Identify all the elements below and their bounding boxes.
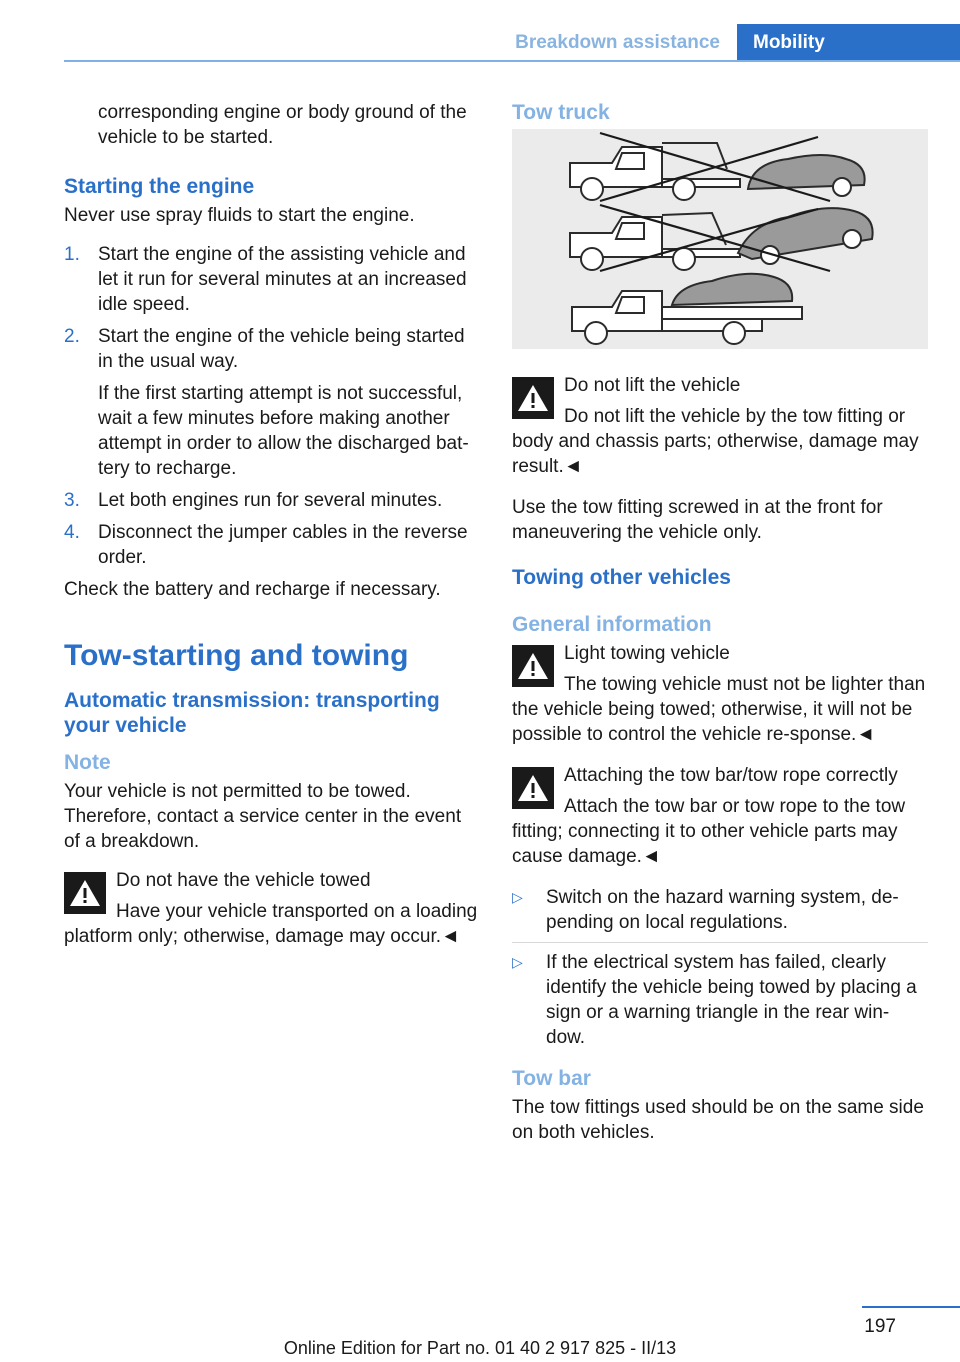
starting-engine-heading: Starting the engine: [64, 175, 255, 198]
warning-title: Do not lift the vehicle: [564, 375, 741, 396]
bullet-text: Switch on the hazard warning system, de‐pending on local regulations.: [546, 887, 899, 933]
step-number: 2.: [64, 326, 80, 347]
right-column: [512, 100, 928, 1159]
tow-fitting-text: Use the tow fitting screwed in at the front for maneuvering the vehicle only.: [512, 497, 883, 543]
warning-triangle-icon: [64, 872, 106, 914]
list-divider: [512, 942, 928, 943]
footer-edition: Online Edition for Part no. 01 40 2 917 825 - II/13: [283, 1338, 677, 1358]
list-item: [64, 242, 480, 317]
warning-body: Have your vehicle transported on a loading platform only; otherwise, damage may occur.◄: [64, 901, 478, 947]
list-item: [512, 950, 928, 1050]
list-item: [64, 324, 480, 481]
header-section-title: Breakdown assistance: [515, 32, 720, 53]
step-text: Disconnect the jumper cables in the reverse order.: [98, 522, 468, 568]
step-subtext: If the first starting attempt is not successful, wait a few minutes before making another attempt in order to allow the discharged bat‐tery to recharge.: [98, 383, 469, 479]
left-column: [64, 100, 480, 965]
step-text: Let both engines run for several minutes.: [98, 490, 443, 511]
header-rule: [64, 60, 960, 62]
tow-truck-diagram-icon: [512, 129, 928, 349]
towing-other-vehicles-heading: Towing other vehicles: [512, 566, 731, 589]
tow-bar-heading: Tow bar: [512, 1067, 591, 1090]
step-number: 3.: [64, 490, 80, 511]
warning-body: Attach the tow bar or tow rope to the tow fitting; connecting it to other vehicle parts may cause damage.◄: [512, 796, 906, 867]
warning-box: [512, 373, 928, 479]
tow-bar-text: The tow fittings used should be on the same side on both vehicles.: [512, 1097, 924, 1143]
check-battery-text: Check the battery and recharge if necessary.: [64, 579, 441, 600]
general-information-heading: General information: [512, 613, 712, 636]
note-heading: Note: [64, 751, 111, 774]
warning-box: [64, 868, 480, 949]
warning-title: Light towing vehicle: [564, 643, 730, 664]
warning-body: Do not lift the vehicle by the tow fitting or body and chassis parts; otherwise, damage may result.◄: [512, 406, 919, 477]
tow-truck-illustration: [512, 129, 928, 349]
tow-truck-heading: Tow truck: [512, 101, 610, 124]
bullet-triangle-icon: ▷: [512, 954, 523, 970]
bullet-text: If the electrical system has failed, clearly identify the vehicle being towed by placing a sign or a warning triangle in the rear win‐dow.: [546, 952, 917, 1048]
warning-title: Do not have the vehicle towed: [116, 870, 371, 891]
footer-rule: [862, 1306, 960, 1308]
warning-body: The towing vehicle must not be lighter than the vehicle being towed; otherwise, it will not be possible to control the vehicle re‐sponse.◄: [512, 674, 926, 745]
list-item: [64, 488, 480, 513]
tow-starting-heading: Tow-starting and towing: [64, 639, 409, 672]
step-text: Start the engine of the assisting vehicle and let it run for several minutes at an increased idle speed.: [98, 244, 467, 315]
bullet-triangle-icon: ▷: [512, 889, 523, 905]
intro-text: corresponding engine or body ground of the vehicle to be started.: [98, 102, 467, 148]
list-item: [512, 885, 928, 935]
warning-triangle-icon: [512, 377, 554, 419]
starting-steps-list: [64, 242, 480, 570]
warning-box: [512, 641, 928, 747]
step-number: 4.: [64, 522, 80, 543]
warning-title: Attaching the tow bar/tow rope correctly: [564, 765, 898, 786]
automatic-transmission-heading: Automatic transmission: transporting your vehicle: [64, 689, 440, 737]
note-text: Your vehicle is not permitted to be towed. Therefore, contact a service center in the event of a breakdown.: [64, 781, 462, 852]
warning-triangle-icon: [512, 645, 554, 687]
starting-engine-text: Never use spray fluids to start the engine.: [64, 205, 415, 226]
step-text: Start the engine of the vehicle being started in the usual way.: [98, 326, 465, 372]
header-chapter-tab[interactable]: Mobility: [737, 24, 960, 62]
step-number: 1.: [64, 244, 80, 265]
list-item: [64, 520, 480, 570]
towing-bullets-list: [512, 885, 928, 1050]
warning-box: [512, 763, 928, 869]
page-number: 197: [864, 1316, 896, 1337]
warning-triangle-icon: [512, 767, 554, 809]
